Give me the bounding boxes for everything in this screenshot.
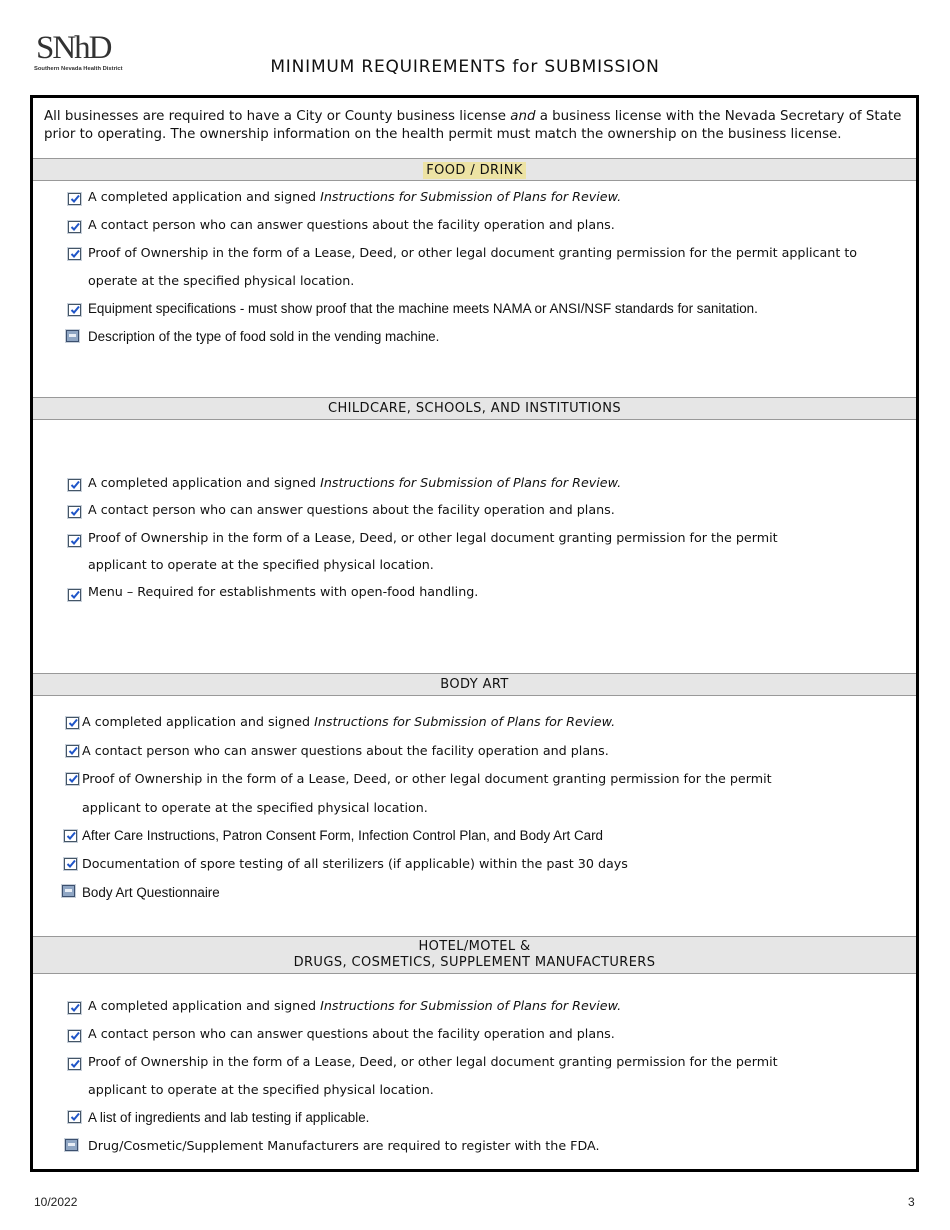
requirements-frame [30,95,919,1172]
hotel-item-ownership: Proof of Ownership in the form of a Lease, Deed, or other legal document granting permission for the permit [88,1054,778,1069]
checkbox-icon[interactable] [68,506,81,518]
checkbox-icon[interactable] [68,535,81,547]
intro-text-1: All businesses are required to have a City or County business license [44,109,511,124]
hotel-item-contact: A contact person who can answer questions about the facility operation and plans. [88,1026,615,1041]
page-title: MINIMUM REQUIREMENTS for SUBMISSION [270,57,660,77]
checkbox-icon[interactable] [68,193,81,205]
checkbox-icon[interactable] [68,248,81,260]
section-title-childcare: CHILDCARE, SCHOOLS, AND INSTITUTIONS [328,401,621,416]
checkbox-icon[interactable] [68,589,81,601]
section-title-hotel-line1: HOTEL/MOTEL & [418,939,531,954]
hotel-item-application: A completed application and signed Instructions for Submission of Plans for Review. [88,998,622,1013]
checkbox-icon[interactable] [62,885,75,897]
food-item-equipment: Equipment specifications - must show proof that the machine meets NAMA or ANSI/NSF standards for sanitation. [88,301,758,316]
childcare-item-ownership: Proof of Ownership in the form of a Lease, Deed, or other legal document granting permission for the permit [88,530,778,545]
section-header-childcare [33,397,916,420]
checkbox-icon[interactable] [66,330,79,342]
childcare-item-ownership-cont: applicant to operate at the specified physical location. [88,557,434,572]
checkbox-icon[interactable] [65,1139,78,1151]
bodyart-item-application: A completed application and signed Instructions for Submission of Plans for Review. [82,714,616,729]
childcare-item-contact: A contact person who can answer questions about the facility operation and plans. [88,502,615,517]
section-header-body-art [33,673,916,696]
hotel-item-ownership-cont: applicant to operate at the specified physical location. [88,1082,434,1097]
footer-date: 10/2022 [34,1195,78,1209]
checkbox-icon[interactable] [66,717,79,729]
bodyart-item-spore-testing: Documentation of spore testing of all sterilizers (if applicable) within the past 30 days [82,856,628,871]
bodyart-item-questionnaire: Body Art Questionnaire [82,885,220,900]
intro-text-2: a business license with the Nevada Secretary of State prior to operating. The ownership information on the health permit must match the ownership on the business license. [44,109,902,142]
food-item-ownership-cont: operate at the specified physical location. [88,273,355,288]
checkbox-icon[interactable] [68,1058,81,1070]
checkbox-icon[interactable] [64,830,77,842]
logo-tagline: Southern Nevada Health District [34,66,123,72]
logo-letters: SNhD [36,30,111,66]
checkbox-icon[interactable] [68,304,81,316]
checkbox-icon[interactable] [68,1111,81,1123]
childcare-item-menu: Menu – Required for establishments with open-food handling. [88,584,479,599]
checkbox-icon[interactable] [68,221,81,233]
food-item-contact: A contact person who can answer questions about the facility operation and plans. [88,217,615,232]
food-item-description: Description of the type of food sold in the vending machine. [88,329,440,344]
bodyart-item-ownership: Proof of Ownership in the form of a Lease, Deed, or other legal document granting permission for the permit [82,771,772,786]
section-header-hotel-motel [33,936,916,974]
section-title-body-art: BODY ART [440,677,509,692]
section-header-food-drink [33,158,916,181]
food-item-application: A completed application and signed Instructions for Submission of Plans for Review. [88,189,622,204]
intro-paragraph [44,108,909,144]
checkbox-icon[interactable] [68,1030,81,1042]
hotel-item-fda: Drug/Cosmetic/Supplement Manufacturers are required to register with the FDA. [88,1138,600,1153]
section-title-food-drink: FOOD / DRINK [423,162,526,179]
checkbox-icon[interactable] [68,1002,81,1014]
checkbox-icon[interactable] [66,745,79,757]
intro-emphasis: and [510,109,536,124]
checkbox-icon[interactable] [68,479,81,491]
page-number: 3 [908,1195,915,1209]
checkbox-icon[interactable] [66,773,79,785]
checkbox-icon[interactable] [64,858,77,870]
bodyart-item-contact: A contact person who can answer questions about the facility operation and plans. [82,743,609,758]
hotel-item-ingredients: A list of ingredients and lab testing if applicable. [88,1110,370,1125]
bodyart-item-ownership-cont: applicant to operate at the specified physical location. [82,800,428,815]
section-title-hotel-line2: DRUGS, COSMETICS, SUPPLEMENT MANUFACTURERS [293,955,656,970]
bodyart-item-aftercare: After Care Instructions, Patron Consent Form, Infection Control Plan, and Body Art Card [82,828,603,843]
food-item-ownership: Proof of Ownership in the form of a Lease, Deed, or other legal document granting permission for the permit applicant to [88,245,858,260]
childcare-item-application: A completed application and signed Instructions for Submission of Plans for Review. [88,475,622,490]
